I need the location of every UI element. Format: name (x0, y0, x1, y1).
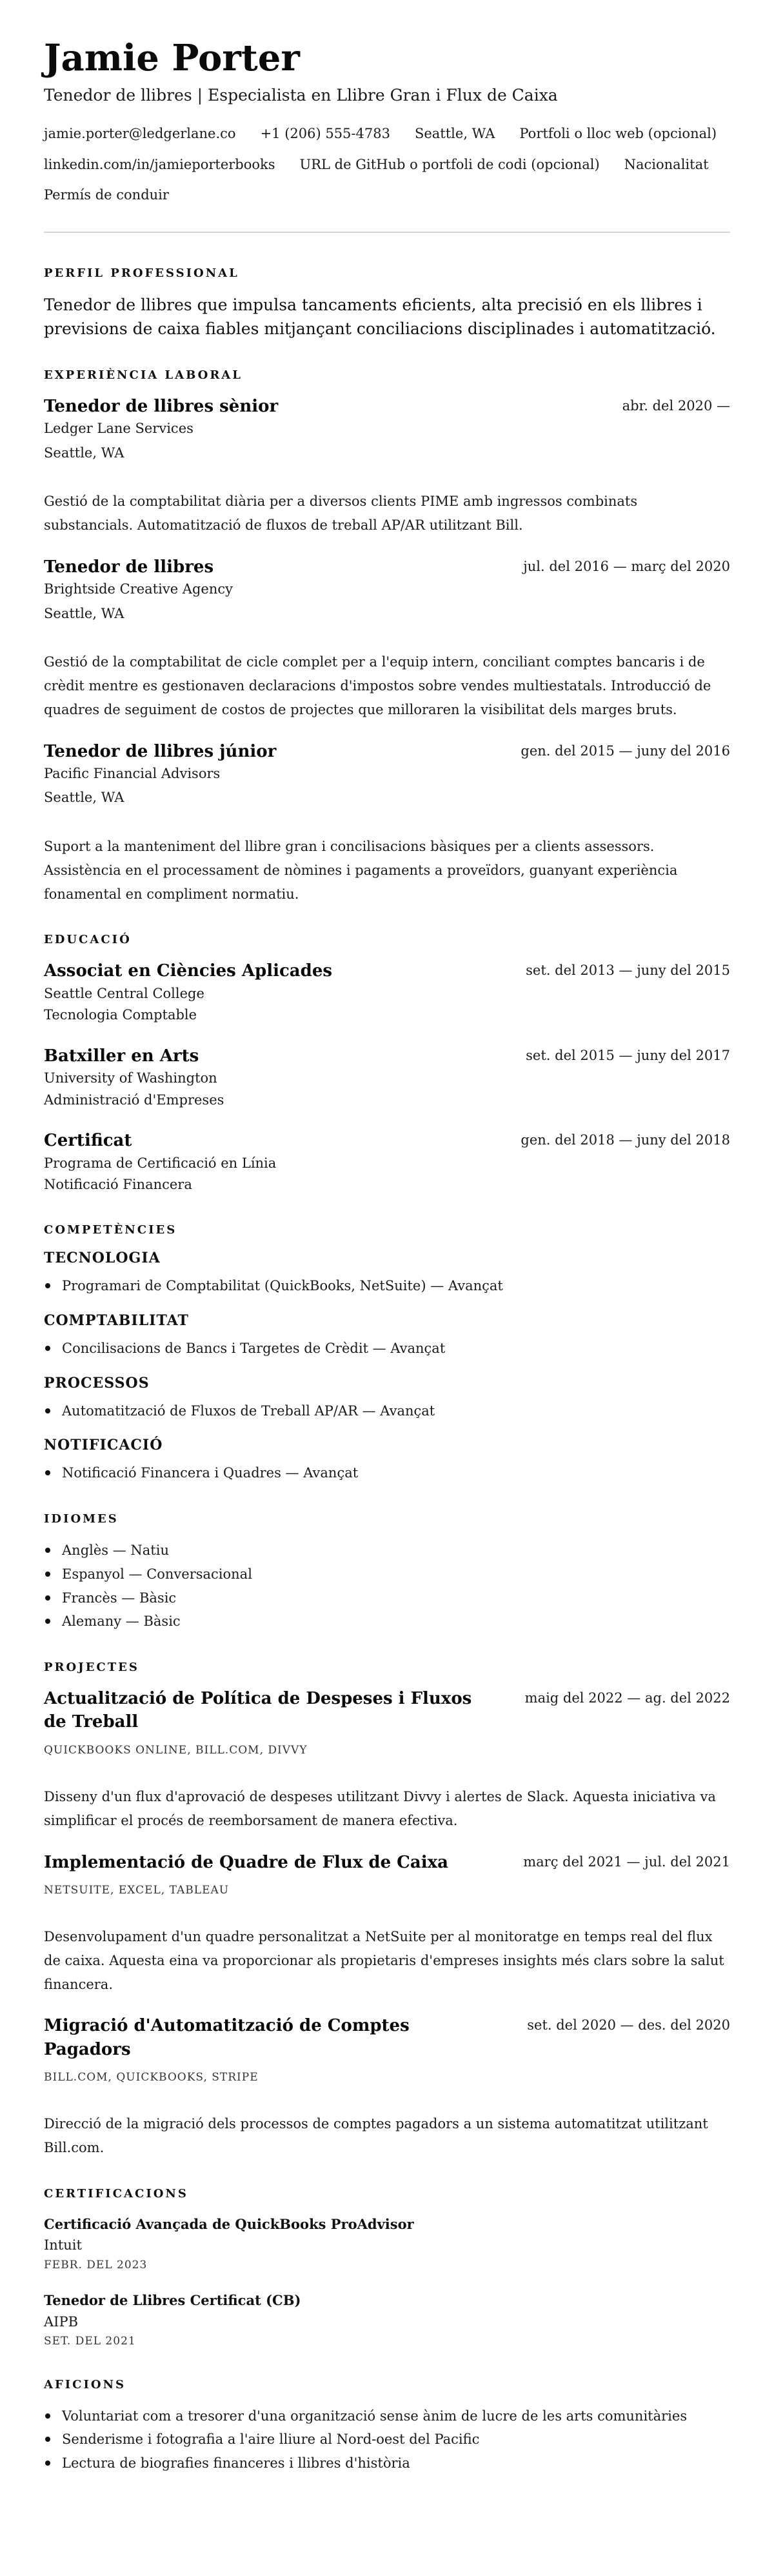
job-title: Tenedor de llibres sènior (44, 396, 279, 416)
language-item: Francès — Bàsic (44, 1586, 730, 1610)
experience-entry (44, 740, 730, 906)
school-name: Programa de Certificació en Línia (44, 1155, 277, 1171)
contact-info (44, 124, 730, 206)
languages-section (44, 1512, 730, 1633)
field-of-study: Tecnologia Comptable (44, 1007, 197, 1023)
project-entry (44, 1851, 730, 1997)
education-section (44, 933, 730, 1196)
skill-item: Notificació Financera i Quadres — Avançat (44, 1461, 730, 1485)
contact-github[interactable]: URL de GitHub o portfoli de codi (opcional) (299, 156, 600, 172)
project-dates: març del 2021 — jul. del 2021 (523, 1853, 730, 1870)
project-description: Desenvolupament d'un quadre personalitzat a NetSuite per al monitoratge en temps real del flux de caixa. Aquesta eina va proporcionar als propietaris d'empreses insights més clars sobre la salut financera. (44, 1929, 724, 1992)
contact-phone[interactable]: +1 (206) 555-4783 (260, 126, 390, 142)
skill-item: Automatització de Fluxos de Treball AP/AR — Avançat (44, 1399, 730, 1423)
project-description: Direcció de la migració dels processos de comptes pagadors a un sistema automatitzat utilitzant Bill.com. (44, 2116, 708, 2156)
section-title: COMPETÈNCIES (44, 1223, 177, 1237)
skill-category: PROCESSOS (44, 1374, 150, 1392)
skill-item: Concilisacions de Bancs i Targetes de Crèdit — Avançat (44, 1337, 730, 1361)
hobby-item: Senderisme i fotografia a l'aire lliure al Nord-oest del Pacific (44, 2428, 730, 2451)
job-title: Tenedor de llibres júnior (44, 741, 277, 761)
project-dates: maig del 2022 — ag. del 2022 (524, 1690, 730, 1706)
project-technologies: QUICKBOOKS ONLINE, BILL.COM, DIVVY (44, 1743, 308, 1757)
certification-entry (44, 2290, 730, 2350)
job-title: Tenedor de llibres (44, 557, 214, 577)
skill-list (44, 1337, 730, 1361)
job-dates: gen. del 2015 — juny del 2016 (521, 743, 730, 759)
job-description: Gestió de la comptabilitat diària per a diversos clients PIME amb ingressos combinats substancials. Automatització de fluxos de treball AP/AR utilitzant Bill. (44, 494, 638, 533)
contact-email[interactable]: jamie.porter@ledgerlane.co (44, 126, 236, 142)
project-dates: set. del 2020 — des. del 2020 (527, 2017, 730, 2033)
contact-portfolio[interactable]: Portfoli o lloc web (opcional) (519, 126, 717, 142)
education-entry (44, 1129, 730, 1196)
skill-category: COMPTABILITAT (44, 1312, 189, 1329)
certification-issuer: AIPB (44, 2313, 79, 2330)
project-technologies: BILL.COM, QUICKBOOKS, STRIPE (44, 2071, 259, 2084)
project-name: Migració d'Automatització de Comptes Pagadors (44, 2016, 410, 2059)
header-divider (44, 232, 730, 233)
project-name: Implementació de Quadre de Flux de Caixa (44, 1852, 448, 1872)
section-title: PERFIL PROFESSIONAL (44, 266, 239, 280)
language-item: Alemany — Bàsic (44, 1610, 730, 1633)
degree-title: Batxiller en Arts (44, 1046, 199, 1066)
job-company: Brightside Creative Agency (44, 581, 233, 597)
section-title: CERTIFICACIONS (44, 2186, 188, 2201)
education-dates: set. del 2015 — juny del 2017 (526, 1047, 730, 1063)
contact-linkedin[interactable]: linkedin.com/in/jamieporterbooks (44, 156, 275, 172)
job-dates: jul. del 2016 — març del 2020 (523, 558, 730, 574)
candidate-tagline: Tenedor de llibres | Especialista en Llibre Gran i Flux de Caixa (44, 85, 558, 105)
degree-title: Associat en Ciències Aplicades (44, 961, 333, 981)
education-dates: set. del 2013 — juny del 2015 (526, 963, 730, 979)
certification-issuer: Intuit (44, 2237, 82, 2253)
hobby-list (44, 2404, 730, 2475)
hobbies-section (44, 2378, 730, 2475)
job-company: Ledger Lane Services (44, 420, 194, 436)
skill-list (44, 1461, 730, 1485)
project-entry (44, 1687, 730, 1832)
project-technologies: NETSUITE, EXCEL, TABLEAU (44, 1883, 230, 1897)
skill-list (44, 1399, 730, 1423)
candidate-name: Jamie Porter (44, 37, 300, 79)
certification-date: FEBR. DEL 2023 (44, 2259, 148, 2272)
project-name: Actualització de Política de Despeses i Fluxos de Treball (44, 1689, 472, 1732)
education-dates: gen. del 2018 — juny del 2018 (521, 1132, 730, 1148)
job-company: Pacific Financial Advisors (44, 765, 221, 781)
resume-header (44, 39, 730, 206)
language-item: Espanyol — Conversacional (44, 1563, 730, 1586)
skill-category: NOTIFICACIÓ (44, 1437, 163, 1454)
project-entry (44, 2014, 730, 2159)
job-description: Suport a la manteniment del llibre gran i concilisacions bàsiques per a clients assessors. Assistència en el processament de nòmines i pagaments a proveïdors, guanyant experiència fonamental en compliment normatiu. (44, 839, 678, 902)
job-location: Seattle, WA (44, 790, 124, 806)
section-title: IDIOMES (44, 1512, 119, 1526)
section-title: EXPERIÈNCIA LABORAL (44, 368, 243, 382)
hobby-item: Voluntariat com a tresorer d'una organització sense ànim de lucre de les arts comunitàries (44, 2404, 730, 2428)
project-description: Disseny d'un flux d'aprovació de despeses utilitzant Divvy i alertes de Slack. Aquesta iniciativa va simplificar el procés de reemborsament de manera efectiva. (44, 1789, 716, 1828)
certification-date: SET. DEL 2021 (44, 2335, 136, 2348)
contact-driving-license: Permís de conduir (44, 187, 169, 203)
experience-entry (44, 395, 730, 537)
certification-entry (44, 2213, 730, 2274)
hobby-item: Lectura de biografies financeres i llibres d'història (44, 2451, 730, 2475)
education-entry (44, 1044, 730, 1112)
experience-section (44, 368, 730, 906)
school-name: Seattle Central College (44, 985, 204, 1001)
contact-nationality: Nacionalitat (624, 156, 709, 172)
job-location: Seattle, WA (44, 605, 124, 621)
section-title: AFICIONS (44, 2377, 126, 2391)
section-title: EDUCACIÓ (44, 933, 132, 947)
contact-location: Seattle, WA (414, 126, 495, 142)
skill-list (44, 1274, 730, 1298)
job-dates: abr. del 2020 — (622, 397, 730, 414)
profile-section (44, 266, 730, 341)
field-of-study: Notificació Financera (44, 1177, 192, 1193)
certification-name: Certificació Avançada de QuickBooks ProAdvisor (44, 2215, 414, 2232)
job-location: Seattle, WA (44, 444, 124, 461)
section-title: PROJECTES (44, 1661, 139, 1675)
certifications-section (44, 2187, 730, 2351)
school-name: University of Washington (44, 1070, 217, 1086)
skills-section (44, 1223, 730, 1485)
job-description: Gestió de la comptabilitat de cicle complet per a l'equip intern, conciliant comptes bancaris i de crèdit mentre es gestionaven declaracions d'impostos sobre vendes multiestatals. Introducció de quadres de seguiment de costos de projectes que milloraren la visibilitat dels marges bruts. (44, 654, 711, 717)
profile-summary: Tenedor de llibres que impulsa tancaments eficients, alta precisió en els llibres i previsions de caixa fiables mitjançant conciliacions disciplinades i automatització. (44, 295, 716, 339)
language-list (44, 1539, 730, 1633)
experience-entry (44, 555, 730, 722)
skill-item: Programari de Comptabilitat (QuickBooks, NetSuite) — Avançat (44, 1274, 730, 1298)
education-entry (44, 959, 730, 1026)
certification-name: Tenedor de Llibres Certificat (CB) (44, 2292, 301, 2309)
skill-category: TECNOLOGIA (44, 1250, 161, 1267)
language-item: Anglès — Natiu (44, 1539, 730, 1563)
field-of-study: Administració d'Empreses (44, 1092, 224, 1108)
degree-title: Certificat (44, 1131, 132, 1151)
projects-section (44, 1661, 730, 2160)
